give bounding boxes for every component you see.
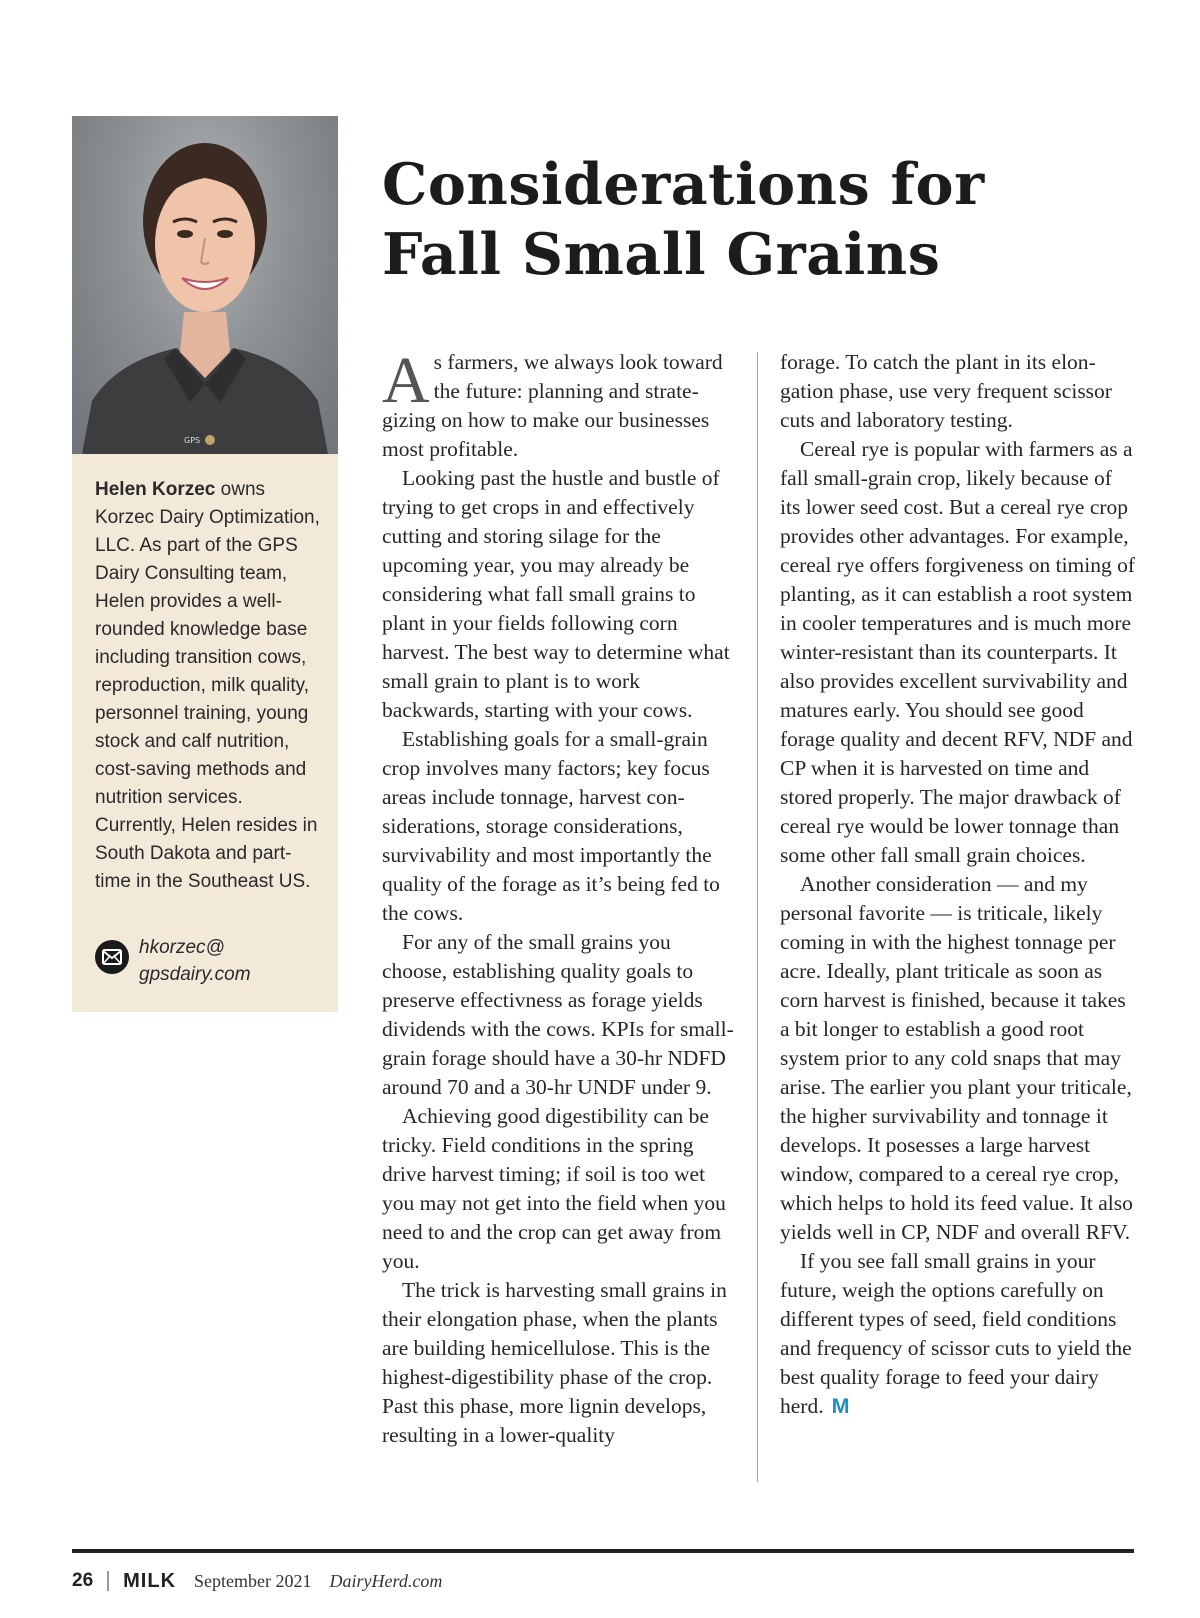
paragraph: The trick is harvesting small grains in their elongation phase, when the plants are building hemicellulose. This is the highest-digestibility phase of the crop. Past this phase, more lignin develops, resulting in a lower-quality	[382, 1278, 727, 1447]
author-bio-text: owns Korzec Dairy Optimization, LLC. As part of the GPS Dairy Consulting team, Helen provides a well-rounded knowledge base including transition cows, reproduction, milk quality, personnel training, young stock and calf nutrition, cost-saving methods and nutrition services. Currently, Helen resides in South Dakota and part-time in the Southeast US.	[95, 479, 320, 892]
paragraph	[780, 1247, 1136, 1421]
author-bio	[95, 476, 323, 896]
drop-cap: A	[382, 344, 430, 417]
column-divider	[757, 352, 758, 1482]
page-number: 26	[72, 1570, 94, 1591]
author-portrait-illustration	[72, 116, 338, 454]
svg-text:GPS: GPS	[184, 436, 201, 445]
website-link[interactable]: DairyHerd.com	[329, 1570, 443, 1591]
paragraph: Looking past the hustle and bustle of trying to get crops in and effectively cutting and storing silage for the upcoming year, you may already be considering what fall small grains to plant in your fields following corn harvest. The best way to determine what small grain to plant is to work backwards, starting with your cows.	[382, 466, 730, 722]
paragraph-text: If you see fall small grains in your future, weigh the options carefully on different types of seed, field conditions and frequency of scissor cuts to yield the best quality forage to feed your dairy herd.	[780, 1249, 1132, 1418]
paragraph: Cereal rye is popular with farmers as a fall small-grain crop, likely because of its lower seed cost. But a cereal rye crop provides other advantages. For example, cereal rye offers forgiveness on timing of planting, as it can establish a root system in cooler temperatures and is much more winter-resistant than its counterparts. It also provides excellent survivability and matures early. You should see good forage quality and decent RFV, NDF and CP when it is harvested on time and stored properly. The major drawback of cereal rye would be lower tonnage than some other fall small grain choices.	[780, 437, 1136, 867]
footer-rule	[72, 1549, 1134, 1553]
article-column-1	[382, 344, 738, 1450]
paragraph: For any of the small grains you choose, establishing quality goals to preserve effectivness as forage yields dividends with the cows. KPIs for small-grain forage should have a 30-hr NDFD around 70 and a 30-hr UNDF under 9.	[382, 930, 734, 1099]
paragraph: Establishing goals for a small-grain crop involves many factors; key focus areas include tonnage, harvest considerations, storage considerations, survivability and most importantly the quality of the forage as it’s being fed to the cows.	[382, 727, 720, 925]
footer-separator	[107, 1571, 109, 1591]
paragraph: Another consideration — and my personal favorite — is triticale, likely coming in with the highest tonnage per acre. Ideally, plant triticale as soon as corn harvest is finished, because it takes a bit longer to establish a good root system prior to any cold snaps that may arise. The earlier you plant your triticale, the higher survivability and tonnage it develops. It posesses a large harvest window, compared to a cereal rye crop, which helps to hold its feed value. It also yields well in CP, NDF and overall RFV.	[780, 872, 1133, 1244]
email-line-2: gpsdairy.com	[139, 964, 251, 985]
mail-icon	[95, 940, 129, 974]
email-line-1: hkorzec@	[139, 937, 225, 958]
page-footer	[72, 1566, 1134, 1596]
paragraph-text: s farmers, we always look toward the future: planning and strategizing on how to make our businesses most profitable.	[382, 350, 723, 461]
author-name: Helen Korzec	[95, 479, 216, 500]
paragraph	[382, 344, 738, 464]
paragraph: Achieving good digestibility can be tricky. Field conditions in the spring drive harvest timing; if soil is too wet you may not get into the field when you need to and the crop can get away from you.	[382, 1104, 726, 1273]
article-title	[382, 150, 1122, 290]
author-sidebar	[72, 116, 338, 1012]
paragraph: forage. To catch the plant in its elongation phase, use very frequent scissor cuts and laboratory testing.	[780, 350, 1112, 432]
article-title-line-2: Fall Small Grains	[382, 221, 941, 288]
end-of-article-mark: M	[831, 1394, 850, 1418]
article-title-line-1: Considerations for	[382, 151, 985, 218]
article-column-2	[780, 348, 1136, 1421]
author-photo	[72, 116, 338, 454]
author-contact	[95, 934, 325, 994]
issue-date: September 2021	[194, 1570, 312, 1591]
author-email[interactable]	[139, 934, 329, 988]
magazine-logo: MILK	[123, 1569, 177, 1592]
